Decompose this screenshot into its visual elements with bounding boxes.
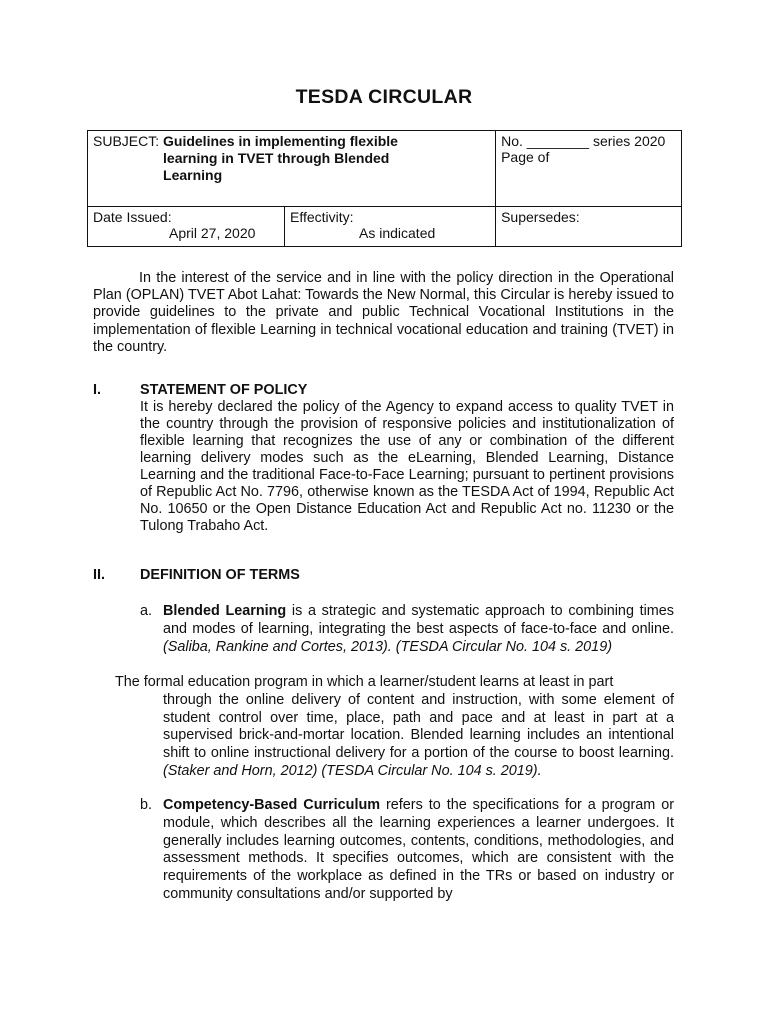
- section-1-number: I.: [93, 382, 101, 398]
- date-issued-label: Date Issued:: [93, 209, 172, 225]
- term-a-citation: (Saliba, Rankine and Cortes, 2013). (TESDA Circular No. 104 s. 2019): [163, 638, 612, 655]
- circular-number: No. ________ series 2020: [501, 133, 666, 149]
- section-1-title: STATEMENT OF POLICY: [140, 382, 308, 398]
- intro-paragraph: In the interest of the service and in line with the policy direction in the Operational Plan (OPLAN) TVET Abot Lahat: Towards the New Normal, this Circular is hereby issued to provide guidelines to the private and public Technical Vocational Institutions in the implementation of flexible Learning in technical vocational education and training (TVET) in the country.: [93, 270, 674, 355]
- continuation-first-line: The formal education program in which a learner/student learns at least in part: [115, 674, 614, 690]
- section-2-title: DEFINITION OF TERMS: [140, 567, 300, 583]
- term-b-text: refers to the specifications for a program or module, which describes all the learning experiences a learner undergoes. It generally includes learning outcomes, contents, conditions, methodologies, and assessment methods. It specifies outcomes, which are consistent with the requirements of the workplace as defined in the TRs or based on industry or community consultations and/or supported by: [163, 797, 675, 902]
- term-b-term: Competency-Based Curriculum: [163, 797, 381, 813]
- effectivity-label: Effectivity:: [290, 209, 354, 225]
- date-issued-value: April 27, 2020: [169, 225, 256, 241]
- section-2-number: II.: [93, 567, 105, 583]
- term-a-text: is a strategic and systematic approach to combining times and modes of learning, integrating the best aspects of face-to-face and online.: [163, 603, 674, 637]
- term-a-definition: [163, 603, 674, 656]
- date-issued-cell: [88, 207, 285, 247]
- section-1-body: It is hereby declared the policy of the Agency to expand access to quality TVET in the country through the provision of responsive policies and institutionalization of flexible learning that recognizes the use of any or combination of the different learning delivery modes such as the eLearning, Blended Learning, Distance Learning and the traditional Face-to-Face Learning; pursuant to pertinent provisions of Republic Act No. 7796, otherwise known as the TESDA Act of 1994, Republic Act No. 10650 or the Open Distance Education Act and Republic Act no. 11230 or the Tulong Trabaho Act.: [140, 399, 674, 534]
- supersedes-label: Supersedes:: [501, 209, 580, 225]
- subject-label: SUBJECT:: [93, 133, 160, 149]
- term-a-label: a.: [140, 603, 153, 619]
- supersedes-cell: [496, 207, 682, 247]
- term-b-definition: [163, 797, 674, 904]
- subject-cell: [88, 131, 496, 207]
- effectivity-value: As indicated: [359, 225, 436, 241]
- subject-text: Guidelines in implementing flexible learning in TVET through Blended Learning: [163, 133, 398, 183]
- term-a-term: Blended Learning: [163, 603, 287, 619]
- circular-header-table: [87, 130, 682, 247]
- document-title: TESDA CIRCULAR: [295, 86, 473, 108]
- page-of: Page of: [501, 149, 550, 165]
- continuation-rest: through the online delivery of content and instruction, with some element of student control over time, place, path and pace and at least in part at a supervised brick-and-mortar location. Blended learning includes an intentional shift to online instructional delivery for a portion of the course to boost learning. (Staker and Horn, 2012) (TESDA Circular No. 104 s. 2019).: [163, 691, 674, 779]
- term-b-label: b.: [140, 797, 153, 813]
- number-cell: [496, 131, 682, 207]
- continuation-citation: (Staker and Horn, 2012) (TESDA Circular No. 104 s. 2019).: [163, 762, 542, 779]
- blended-learning-continuation: [115, 674, 674, 781]
- effectivity-cell: [285, 207, 496, 247]
